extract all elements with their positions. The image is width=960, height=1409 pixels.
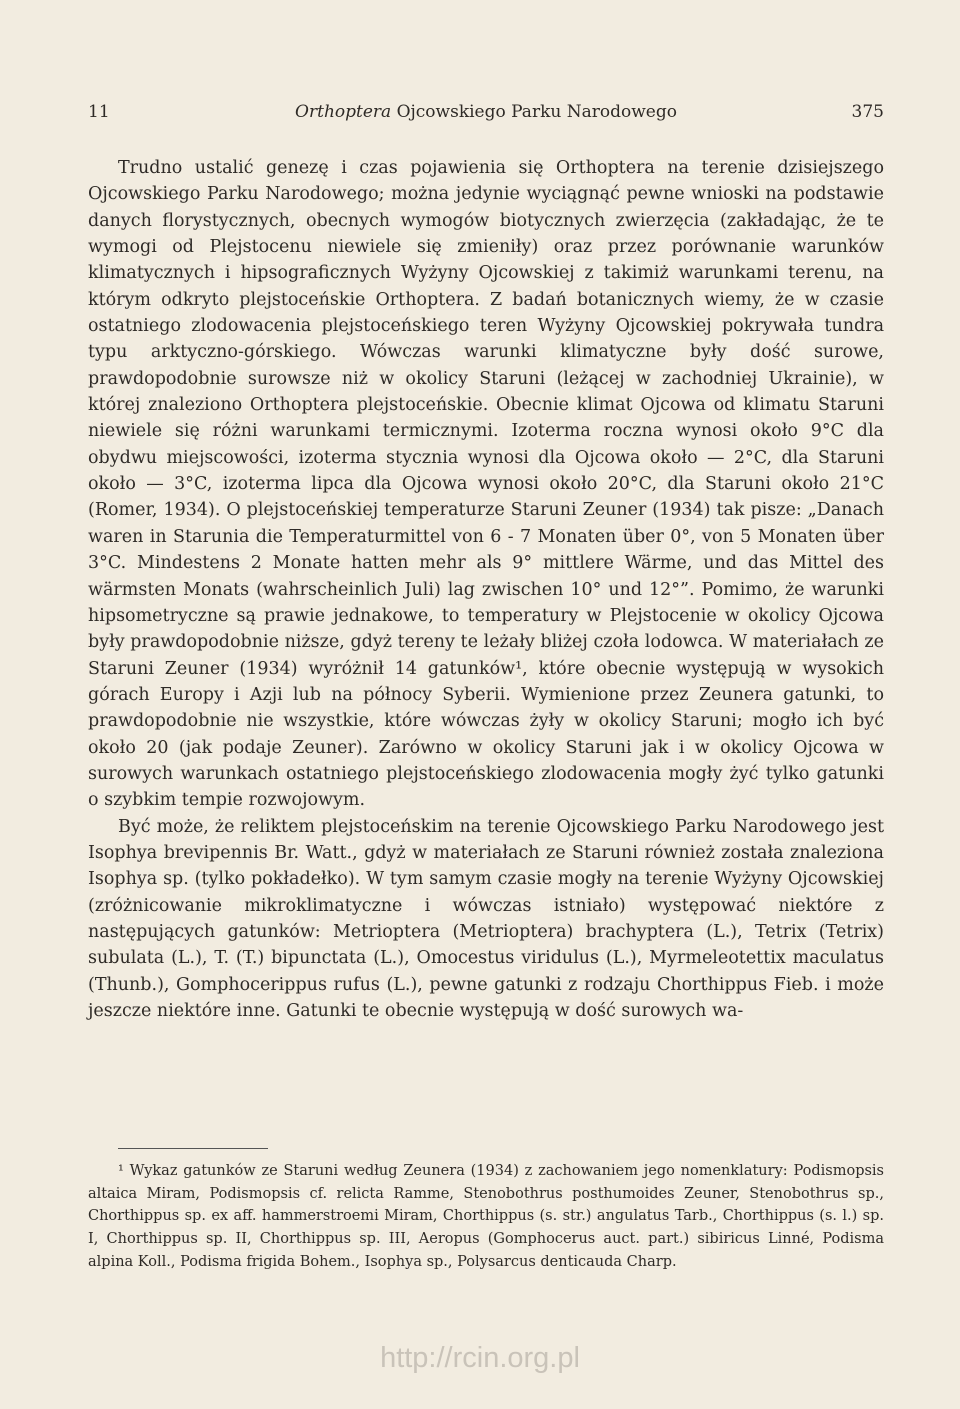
page-number-left: 11 (88, 102, 110, 122)
footnote-rule (118, 1148, 268, 1149)
running-title-italic: Orthoptera (295, 102, 392, 122)
footnote (88, 1160, 884, 1274)
paragraph-1: Trudno ustalić genezę i czas pojawienia się Orthoptera na terenie dzisiejszego Ojcowskiego Parku Narodowego; można jedynie wyciągnąć pewne wnioski na podstawie danych florystycznych, obecnych wymogów biotycznych zwierzęcia (zakładając, że te wymogi od Plejstocenu niewiele się zmieniły) oraz przez porównanie warunków klimatycznych i hipsograficznych Wyżyny Ojcowskiej z takimiż warunkami terenu, na którym odkryto plejstoceńskie Orthoptera. Z badań botanicznych wiemy, że w czasie ostatniego zlodowacenia plejstoceńskiego teren Wyżyny Ojcowskiej pokrywała tundra typu arktyczno-górskiego. Wówczas warunki klimatyczne były dość surowe, prawdopodobnie surowsze niż w okolicy Staruni (leżącej w zachodniej Ukrainie), w której znaleziono Orthoptera plejstoceńskie. Obecnie klimat Ojcowa od klimatu Staruni niewiele się różni warunkami termicznymi. Izoterma roczna wynosi około 9°C dla obydwu miejscowości, izoterma stycznia wynosi dla Ojcowa około — 2°C, dla Staruni około — 3°C, izoterma lipca dla Ojcowa wynosi około 20°C, dla Staruni około 21°C (Romer, 1934). O plejstoceńskiej temperaturze Staruni Zeuner (1934) tak pisze: „Danach waren in Starunia die Temperaturmittel von 6 - 7 Monaten über 0°, von 5 Monaten über 3°C. Mindestens 2 Monate hatten mehr als 9° mittlere Wärme, und das Mittel des wärmsten Monats (wahrscheinlich Juli) lag zwischen 10° und 12°”. Pomimo, że warunki hipsometryczne są prawie jednakowe, to temperatury w Plejstocenie w okolicy Ojcowa były prawdopodobnie niższe, gdyż tereny te leżały bliżej czoła lodowca. W materiałach ze Staruni Zeuner (1934) wyróżnił 14 gatunków¹, które obecnie występują w wysokich górach Europy i Azji lub na północy Syberii. Wymienione przez Zeunera gatunki, to prawdopodobnie nie wszystkie, które wówczas żyły w okolicy Staruni; mogło ich być około 20 (jak podaje Zeuner). Zarówno w okolicy Staruni jak i w okolicy Ojcowa w surowych warunkach ostatniego plejstoceńskiego zlodowacenia mogły żyć tylko gatunki o szybkim tempie rozwojowym. (88, 158, 884, 811)
paragraph-2: Być może, że reliktem plejstoceńskim na terenie Ojcowskiego Parku Narodowego jest Isophya brevipennis Br. Watt., gdyż w materiałach ze Staruni również została znaleziona Isophya sp. (tylko pokładełko). W tym samym czasie mogły na terenie Wyżyny Ojcowskiej (zróżnicowanie mikroklimatyczne i wówczas istniało) występować niektóre z następujących gatunków: Metrioptera (Metrioptera) brachyptera (L.), Tetrix (Tetrix) subulata (L.), T. (T.) bipunctata (L.), Omocestus viridulus (L.), Myrmeleotettix maculatus (Thunb.), Gomphocerippus rufus (L.), pewne gatunki z rodzaju Chorthippus Fieb. i może jeszcze niektóre inne. Gatunki te obecnie występują w dość surowych wa- (88, 816, 884, 1021)
running-header (88, 102, 884, 130)
running-title (88, 102, 884, 122)
watermark-url[interactable]: http://rcin.org.pl (380, 1342, 580, 1374)
footnote-text: ¹ Wykaz gatunków ze Staruni według Zeunera (1934) z zachowaniem jego nomenklatury: Podismopsis altaica Miram, Podismopsis cf. relicta Ramme, Stenobothrus posthumoides Zeuner, Stenobothrus sp., Chorthippus sp. ex aff. hammerstroemi Miram, Chorthippus (s. str.) angulatus Tarb., Chorthippus (s. l.) sp. I, Chorthippus sp. II, Chorthippus sp. III, Aeropus (Gomphocerus auct. part.) sibiricus Linné, Podisma alpina Koll., Podisma frigida Bohem., Isophya sp., Polysarcus denticauda Charp. (88, 1163, 884, 1270)
page-number-right: 375 (851, 102, 884, 122)
running-title-rest: Ojcowskiego Parku Narodowego (391, 102, 677, 122)
body-text (88, 155, 884, 1024)
